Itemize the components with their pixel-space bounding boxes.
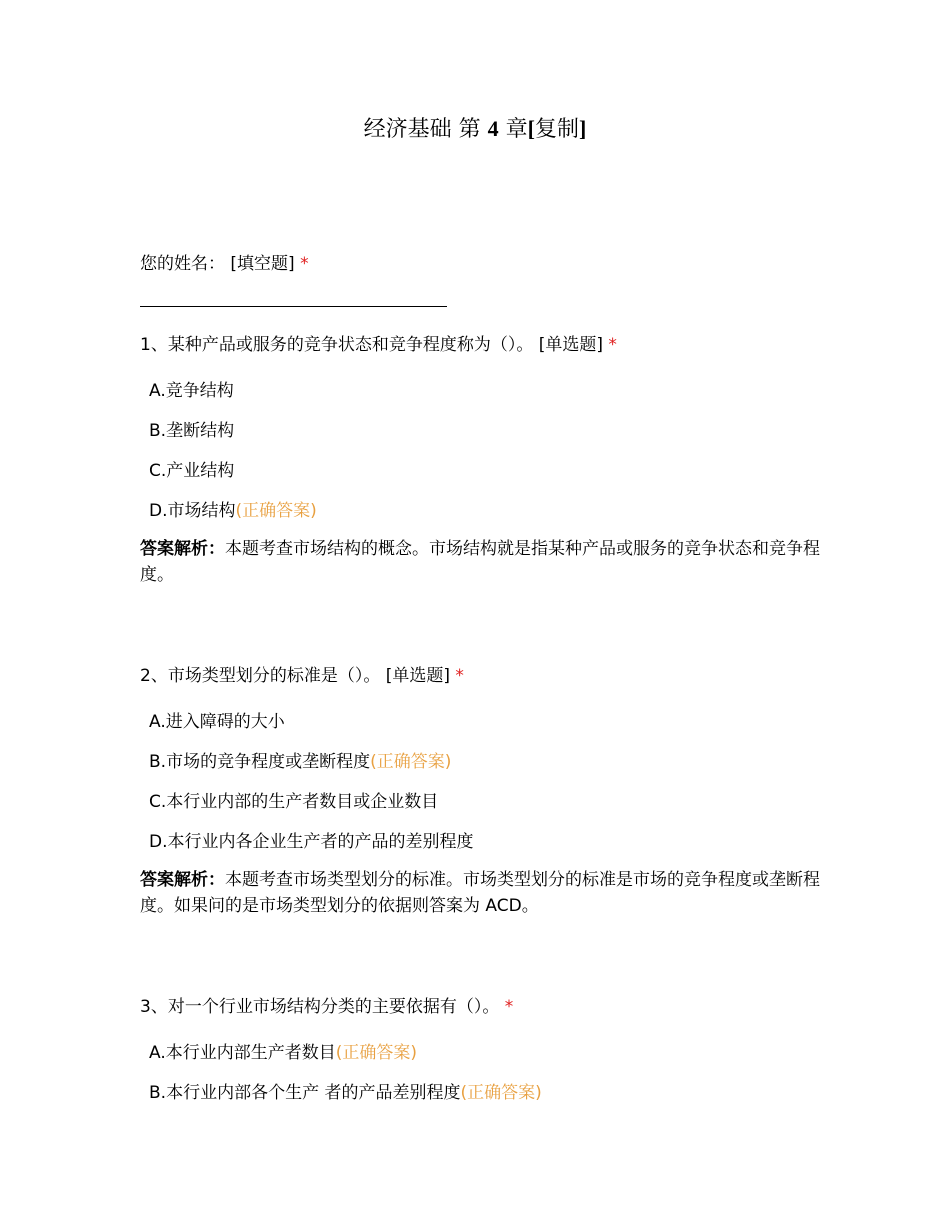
required-mark: *	[455, 666, 464, 686]
option-3b[interactable]: B.本行业内部各个生产 者的产品差别程度(正确答案)	[149, 1083, 542, 1103]
page-title: 经济基础 第 4 章[复制]	[363, 116, 587, 142]
correct-answer-mark: (正确答案)	[235, 501, 317, 521]
required-mark: *	[608, 335, 617, 355]
name-label: 您的姓名：	[140, 254, 225, 274]
question-type: [单选题]	[538, 335, 603, 355]
question-2-stem: 2、市场类型划分的标准是（）。 [单选题] *	[140, 666, 464, 686]
option-2a[interactable]: A.进入障碍的大小	[149, 712, 285, 732]
option-2c[interactable]: C.本行业内部的生产者数目或企业数目	[149, 792, 439, 812]
required-mark: *	[504, 997, 514, 1017]
correct-answer-mark: (正确答案)	[370, 752, 452, 772]
question-2-analysis: 答案解析：本题考查市场类型划分的标准。市场类型划分的标准是市场的竞争程度或垄断程度。如果问的是市场类型划分的依据则答案为 ACD。	[140, 870, 820, 916]
option-2b[interactable]: B.市场的竞争程度或垄断程度(正确答案)	[149, 752, 452, 772]
option-1c[interactable]: C.产业结构	[149, 461, 235, 481]
option-3a[interactable]: A.本行业内部生产者数目(正确答案)	[149, 1043, 417, 1063]
question-type: [填空题]	[230, 254, 295, 274]
correct-answer-mark: (正确答案)	[460, 1083, 542, 1103]
question-3-stem: 3、对一个行业市场结构分类的主要依据有（）。 *	[140, 997, 514, 1017]
question-1-analysis: 答案解析：本题考查市场结构的概念。市场结构就是指某种产品或服务的竞争状态和竞争程度。	[140, 539, 820, 585]
option-2d[interactable]: D.本行业内各企业生产者的产品的差别程度	[149, 832, 474, 852]
option-1b[interactable]: B.垄断结构	[149, 421, 235, 441]
option-1a[interactable]: A.竞争结构	[149, 381, 234, 401]
required-mark: *	[300, 254, 309, 274]
correct-answer-mark: (正确答案)	[335, 1043, 417, 1063]
name-input-line[interactable]	[140, 306, 447, 307]
question-type: [单选题]	[385, 666, 450, 686]
question-1-stem: 1、某种产品或服务的竞争状态和竞争程度称为（）。 [单选题] *	[140, 335, 617, 355]
option-1d[interactable]: D.市场结构(正确答案)	[149, 501, 317, 521]
name-question	[140, 254, 309, 274]
